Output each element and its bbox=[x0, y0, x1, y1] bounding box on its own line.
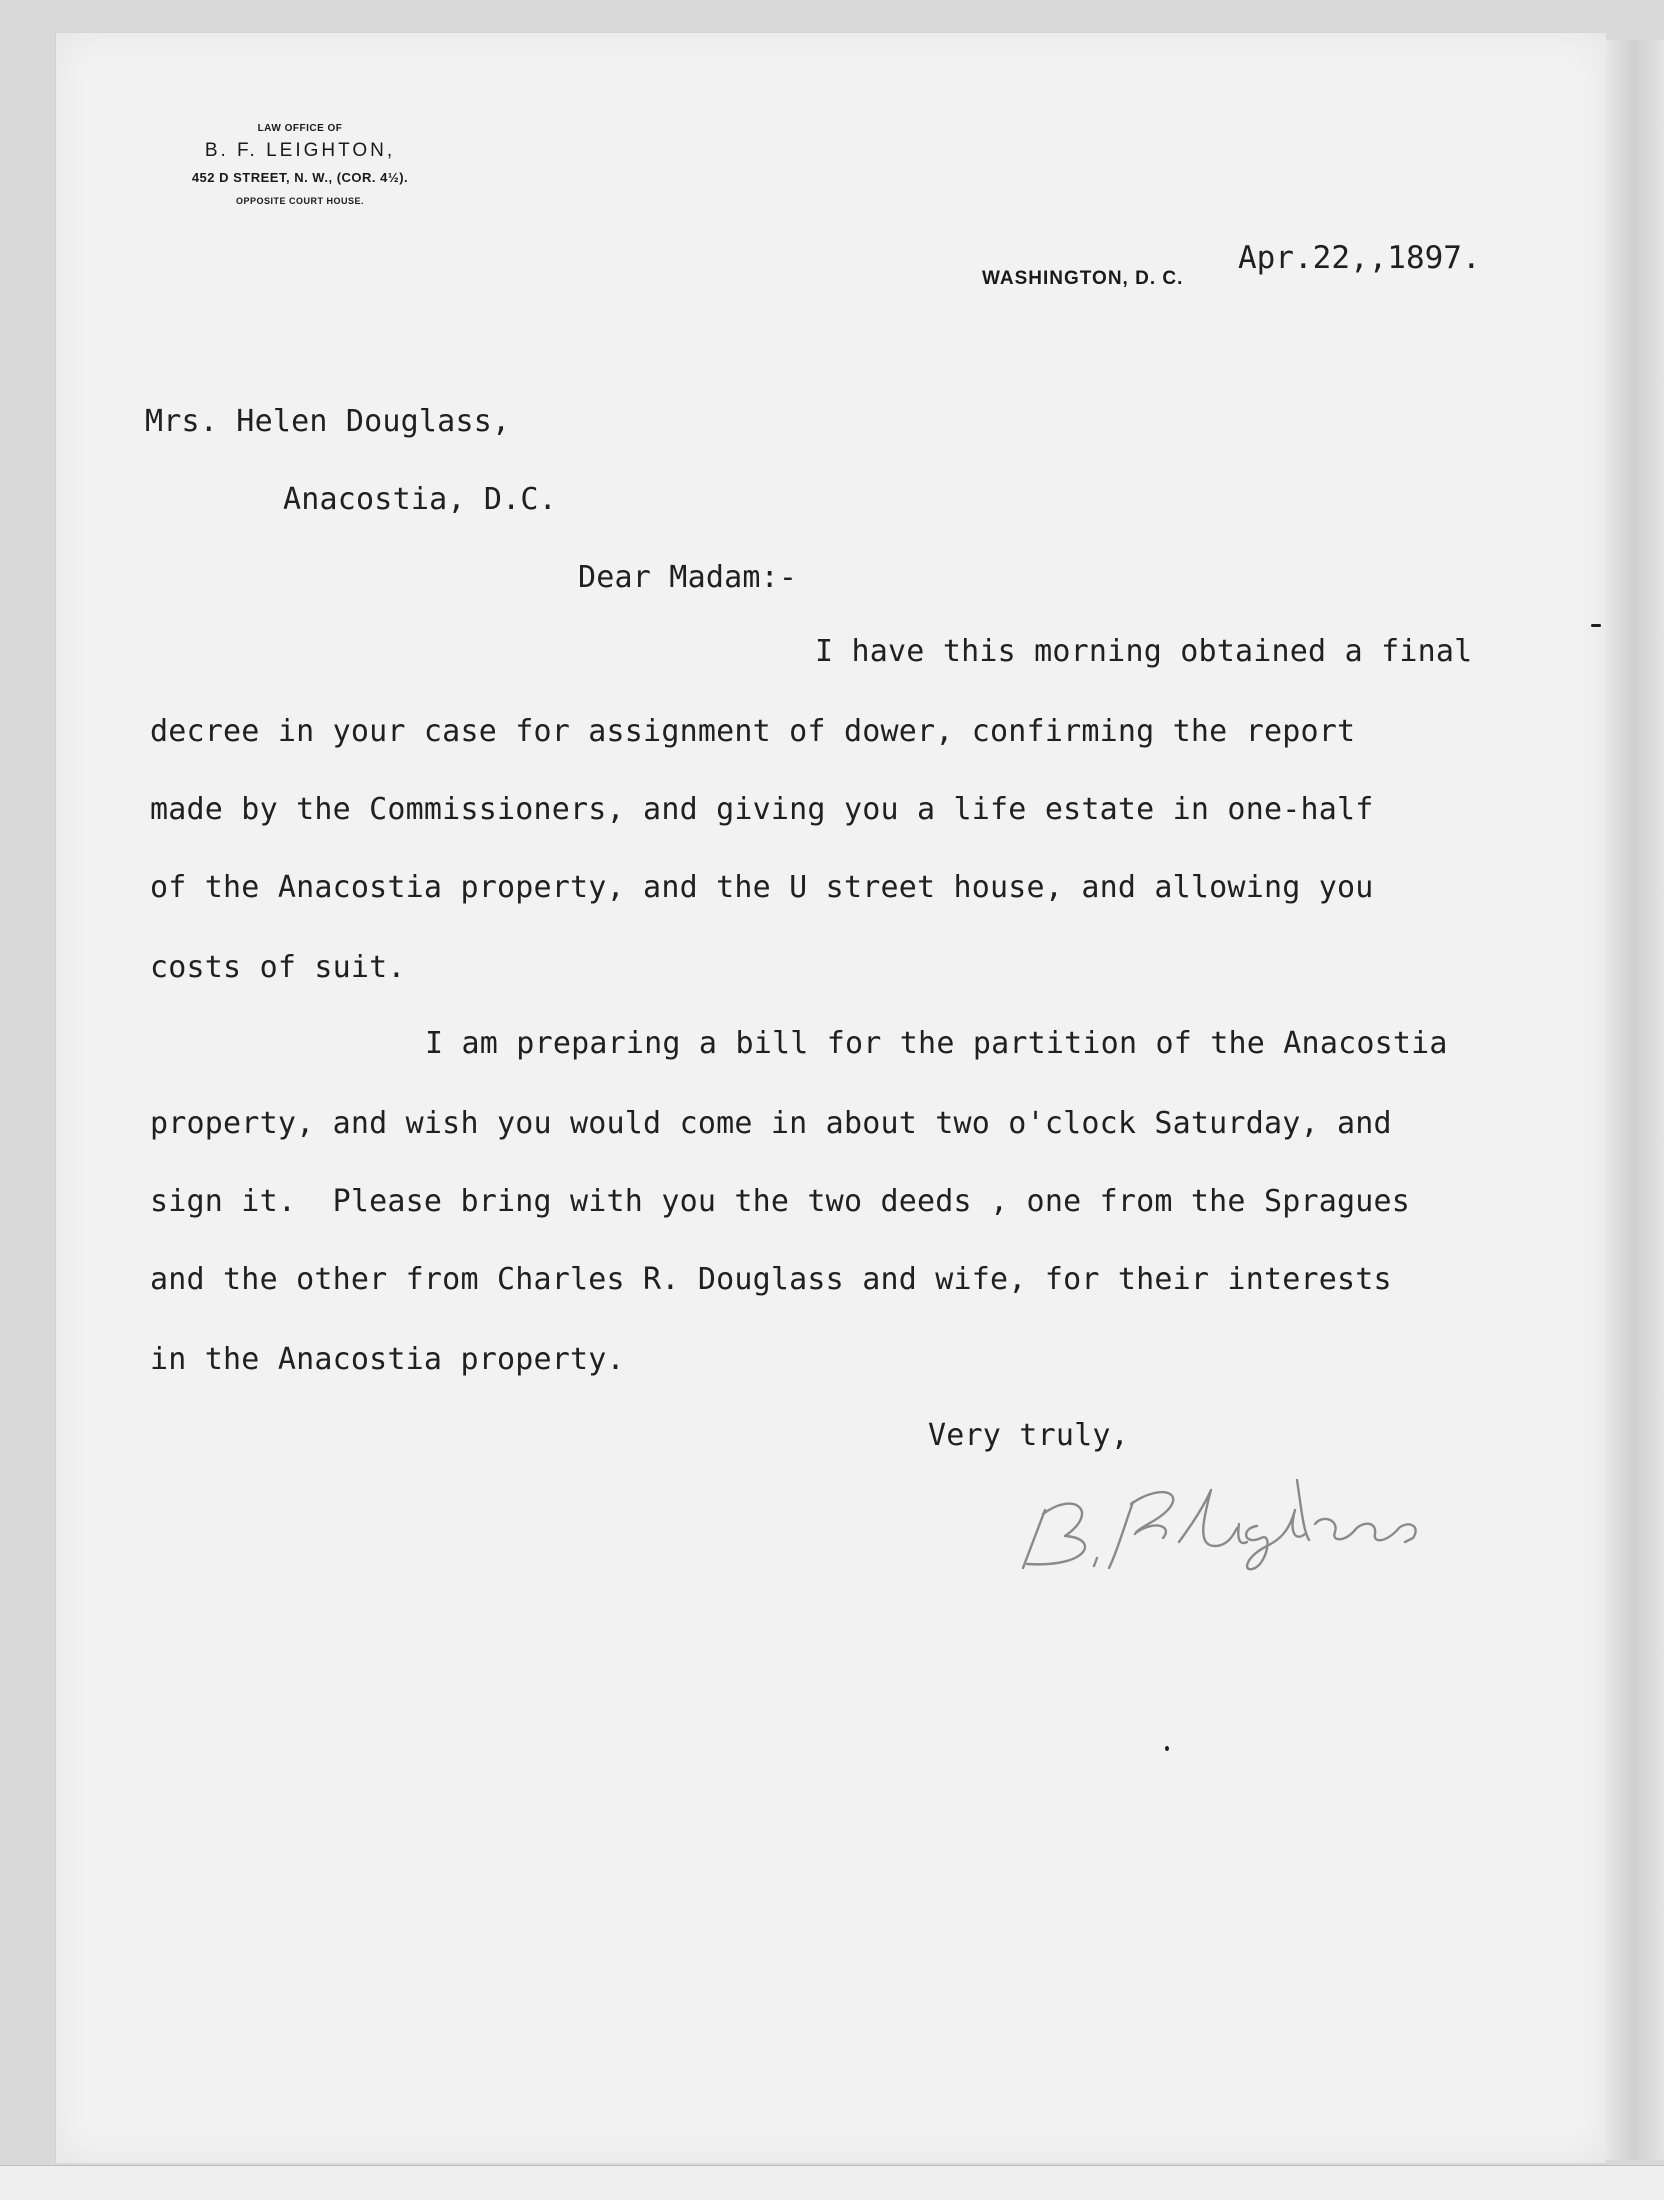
letter-paper bbox=[55, 32, 1606, 2163]
letterhead-court-note: OPPOSITE COURT HOUSE. bbox=[235, 196, 364, 206]
ink-speck bbox=[1165, 1746, 1169, 1751]
letterhead bbox=[120, 122, 480, 212]
closing: Very truly, bbox=[928, 1418, 1129, 1453]
letterhead-address: 452 D STREET, N. W., (COR. 4½). bbox=[191, 170, 409, 185]
recipient-name: Mrs. Helen Douglass, bbox=[145, 404, 511, 439]
ink-mark bbox=[1591, 624, 1601, 627]
body-line: property, and wish you would come in about two o'clock Saturday, and bbox=[150, 1106, 1392, 1141]
body-line: I am preparing a bill for the partition of the Anacostia bbox=[425, 1026, 1448, 1061]
letterhead-office-label: LAW OFFICE OF bbox=[257, 123, 343, 134]
body-line: of the Anacostia property, and the U street house, and allowing you bbox=[150, 870, 1374, 905]
letter-place: WASHINGTON, D. C. bbox=[982, 268, 1184, 289]
body-line: costs of suit. bbox=[150, 950, 406, 985]
recipient-city: Anacostia, D.C. bbox=[283, 482, 557, 517]
body-line: in the Anacostia property. bbox=[150, 1342, 625, 1377]
body-line: sign it. Please bring with you the two deeds , one from the Spragues bbox=[150, 1184, 1411, 1219]
scan-edge-right bbox=[1600, 40, 1664, 2160]
body-line: and the other from Charles R. Douglass and wife, for their interests bbox=[150, 1262, 1392, 1297]
signature bbox=[1005, 1450, 1565, 1580]
body-line: I have this morning obtained a final bbox=[815, 634, 1473, 669]
body-line: decree in your case for assignment of dower, confirming the report bbox=[150, 714, 1356, 749]
body-line: made by the Commissioners, and giving you a life estate in one-half bbox=[150, 792, 1374, 827]
letter-date: Apr.22,,1897. bbox=[1238, 240, 1481, 276]
salutation: Dear Madam:- bbox=[578, 560, 798, 595]
scan-edge-bottom bbox=[0, 2165, 1664, 2200]
letterhead-name: B. F. LEIGHTON, bbox=[204, 140, 396, 161]
